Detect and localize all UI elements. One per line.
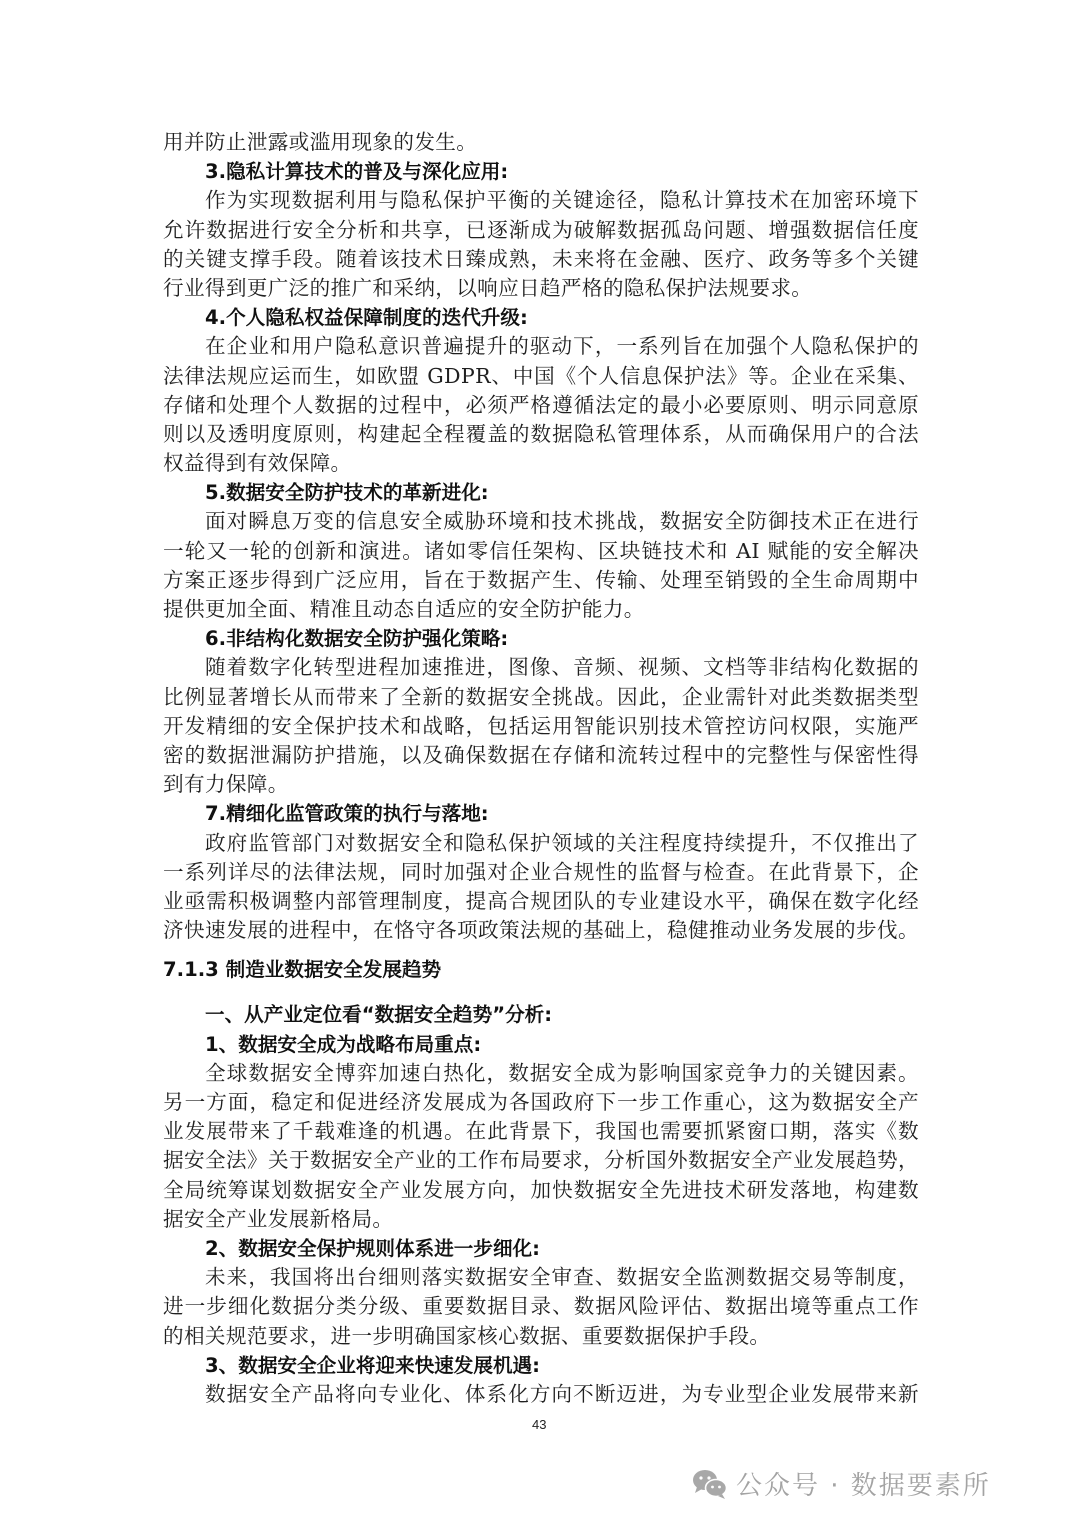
watermark-text: 公众号 · 数据要素所 [736,1471,991,1501]
page-content [163,128,919,1409]
subheading: 一、从产业定位看“数据安全趋势”分析: [205,1003,553,1027]
paragraph-line: 一轮又一轮的创新和演进。诸如零信任架构、区块链技术和 AI 赋能的安全解决 [163,538,919,563]
paragraph-line: 存储和处理个人数据的过程中，必须严格遵循法定的最小必要原则、明示同意原 [163,392,919,417]
paragraph-line: 济快速发展的进程中，在恪守各项政策法规的基础上，稳健推动业务发展的步伐。 [163,918,919,943]
paragraph-line: 另一方面，稳定和促进经济发展成为各国政府下一步工作重心，这为数据安全产 [163,1090,919,1114]
paragraph-line: 比例显著增长从而带来了全新的数据安全挑战。因此，企业需针对此类数据类型 [163,684,919,709]
paragraph-line: 业亟需积极调整内部管理制度，提高合规团队的专业建设水平，确保在数字化经 [163,888,919,913]
paragraph-line: 业发展带来了千载难逢的机遇。在此背景下，我国也需要抓紧窗口期，落实《数 [163,1119,919,1144]
watermark [692,1465,991,1502]
item-heading-5: 5.数据安全防护技术的革新进化: [205,481,489,505]
paragraph-line: 全球数据安全博弈加速白热化，数据安全成为影响国家竞争力的关键因素。 [205,1060,919,1085]
paragraph-line: 据安全法》关于数据安全产业的工作布局要求，分析国外数据安全产业发展趋势， [163,1148,919,1173]
paragraph-line: 到有力保障。 [163,772,289,797]
item-heading-7: 7.精细化监管政策的执行与落地: [205,802,489,826]
paragraph-line: 密的数据泄漏防护措施，以及确保数据在存储和流转过程中的完整性与保密性得 [163,742,919,767]
paragraph-line: 面对瞬息万变的信息安全威胁环境和技术挑战，数据安全防御技术正在进行 [205,509,919,534]
wechat-icon [692,1468,728,1500]
item-heading-1: 1、数据安全成为战略布局重点: [205,1032,482,1056]
paragraph-line: 提供更加全面、精准且动态自适应的安全防护能力。 [163,597,645,621]
paragraph-line: 权益得到有效保障。 [163,451,352,476]
paragraph-line: 全局统筹谋划数据安全产业发展方向，加快数据安全先进技术研发落地，构建数 [163,1177,919,1202]
item-heading-6: 6.非结构化数据安全防护强化策略: [205,627,509,651]
paragraph-line: 作为实现数据利用与隐私保护平衡的关键途径，隐私计算技术在加密环境下 [205,188,919,213]
paragraph-line: 开发精细的安全保护技术和战略，包括运用智能识别技术管控访问权限，实施严 [163,713,919,738]
paragraph-line: 方案正逐步得到广泛应用，旨在于数据产生、传输、处理至销毁的全生命周期中 [163,567,919,592]
item-heading-3b: 3、数据安全企业将迎来快速发展机遇: [205,1353,540,1377]
paragraph-line: 行业得到更广泛的推广和采纳，以响应日趋严格的隐私保护法规要求。 [163,275,813,300]
paragraph-line: 随着数字化转型进程加速推进，图像、音频、视频、文档等非结构化数据的 [205,655,919,680]
section-heading: 7.1.3 制造业数据安全发展趋势 [163,958,442,982]
page-number: 43 [532,1417,547,1432]
paragraph-line: 未来，我国将出台细则落实数据安全审查、数据安全监测数据交易等制度， [205,1265,919,1290]
paragraph-line: 法律法规应运而生，如欧盟 GDPR、中国《个人信息保护法》等。企业在采集、 [163,363,919,388]
paragraph-line: 则以及透明度原则，构建起全程覆盖的数据隐私管理体系，从而确保用户的合法 [163,421,919,446]
paragraph-line: 的关键支撑手段。随着该技术日臻成熟，未来将在金融、医疗、政务等多个关键 [163,246,919,271]
paragraph-line: 进一步细化数据分类分级、重要数据目录、数据风险评估、数据出境等重点工作 [163,1294,919,1319]
paragraph-line: 据安全产业发展新格局。 [163,1206,394,1231]
item-heading-2: 2、数据安全保护规则体系进一步细化: [205,1236,540,1260]
paragraph-line: 在企业和用户隐私意识普遍提升的驱动下，一系列旨在加强个人隐私保护的 [205,334,919,359]
paragraph-line: 的相关规范要求，进一步明确国家核心数据、重要数据保护手段。 [163,1323,771,1348]
paragraph-line: 用并防止泄露或滥用现象的发生。 [163,130,478,154]
item-heading-4: 4.个人隐私权益保障制度的迭代升级: [205,306,528,330]
paragraph-line: 数据安全产品将向专业化、体系化方向不断迈进，为专业型企业发展带来新 [205,1381,919,1406]
paragraph-line: 允许数据进行安全分析和共享，已逐渐成为破解数据孤岛问题、增强数据信任度 [163,217,919,242]
item-heading-3: 3.隐私计算技术的普及与深化应用: [205,160,509,184]
paragraph-line: 政府监管部门对数据安全和隐私保护领域的关注程度持续提升，不仅推出了 [205,830,919,855]
paragraph-line: 一系列详尽的法律法规，同时加强对企业合规性的监督与检查。在此背景下，企 [163,859,919,884]
